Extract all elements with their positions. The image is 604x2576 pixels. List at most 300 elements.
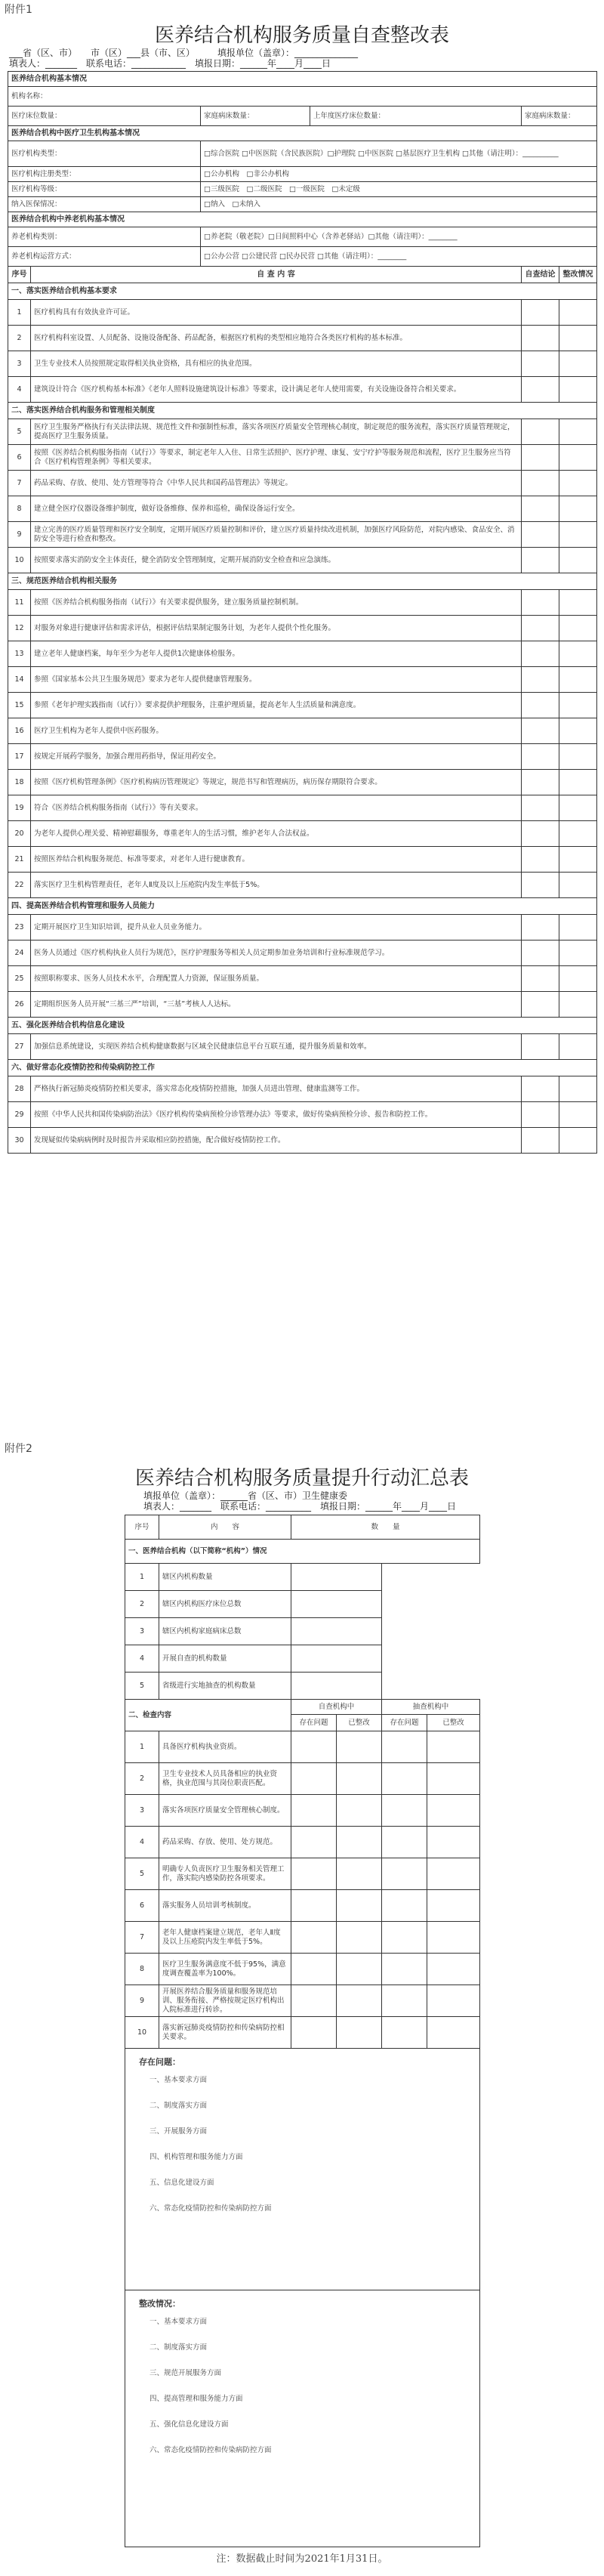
elder-op-label: 养老机构运营方式： (8, 247, 201, 267)
inspection-row (125, 1858, 480, 1890)
self-issue-cell[interactable] (291, 1795, 337, 1827)
org-stat-label: 开展自查的机构数量 (159, 1645, 291, 1673)
inspection-text: 开展医养结合服务质量和服务规范培训、服务衔接、严格按规定医疗机构出入院标准进行转诊。 (159, 1985, 291, 2017)
check-item-row (8, 667, 597, 693)
check-item-text: 建立完善的医疗质量管理和医疗安全制度，定期开展医疗质量控制和评价，建立医疗质量持续改进机制，加强医疗风险防范，对院内感染、食品安全、消防安全等进行检查和整改。 (31, 522, 522, 548)
inspection-row (125, 1795, 480, 1827)
spot-issue-cell[interactable] (382, 1922, 427, 1954)
check-item-text: 参照《老年护理实践指南（试行）》要求提供护理服务，注重护理质量，提高老年人生活质量和满意度。 (31, 693, 522, 718)
check-item-row (8, 1034, 597, 1060)
check-item-text: 参照《国家基本公共卫生服务规范》要求为老年人提供健康管理服务。 (31, 667, 522, 693)
issues-box[interactable] (125, 2049, 480, 2290)
section-header: 六、做好常态化疫情防控和传染病防控工作 (8, 1060, 597, 1076)
org-stat-value-cell[interactable] (291, 1591, 382, 1618)
inspection-text: 落实服务人员培训考核制度。 (159, 1890, 291, 1922)
self-check-result-cell[interactable] (522, 941, 559, 966)
section-header-row (8, 898, 597, 915)
inspection-number: 8 (125, 1954, 159, 1985)
rectification-cell[interactable] (559, 377, 597, 403)
self-check-result-cell[interactable] (522, 1102, 559, 1128)
rectification-cell[interactable] (559, 548, 597, 573)
check-item-text: 定期开展医疗卫生知识培训，提升从业人员业务能力。 (31, 915, 522, 941)
self-fixed-cell[interactable] (337, 1985, 382, 2017)
self-issue-cell[interactable] (291, 1922, 337, 1954)
check-item-number: 21 (8, 847, 31, 873)
col-content-header: 自 查 内 容 (31, 267, 522, 283)
self-check-result-cell[interactable] (522, 992, 559, 1018)
org-stat-blank-cell (382, 1564, 480, 1591)
spot-fixed-cell[interactable] (427, 1858, 480, 1890)
med-grade-options[interactable]: □三级医院 □二级医院 □一级医院 □未定级 (201, 182, 597, 197)
self-check-result-cell[interactable] (522, 821, 559, 847)
check-item-row (8, 445, 597, 471)
check-item-text: 按规定开展药学服务，加强合理用药指导，保证用药安全。 (31, 744, 522, 770)
org-stat-label: 省级进行实地抽查的机构数量 (159, 1673, 291, 1700)
org-stat-number: 5 (125, 1673, 159, 1700)
check-item-text: 医疗机构科室设置、人员配备、设施设备配备、药品配备，根据医疗机构的类型相应地符合各类医疗机构的基本标准。 (31, 326, 522, 351)
self-check-result-cell[interactable] (522, 548, 559, 573)
fix-category: 二、制度落实方面 (149, 2343, 208, 2352)
rectification-cell[interactable] (559, 1076, 597, 1102)
spot-fixed-cell[interactable] (427, 1827, 480, 1858)
check-item-number: 30 (8, 1128, 31, 1154)
inspection-number: 6 (125, 1890, 159, 1922)
rectification-cell[interactable] (559, 992, 597, 1018)
section-header: 二、落实医养结合机构服务和管理相关制度 (8, 403, 597, 419)
self-check-result-cell[interactable] (522, 641, 559, 667)
self-check-result-cell[interactable] (522, 718, 559, 744)
self-check-result-cell[interactable] (522, 471, 559, 496)
rectification-cell[interactable] (559, 821, 597, 847)
self-check-result-cell[interactable] (522, 795, 559, 821)
check-item-row (8, 821, 597, 847)
check-item-number: 29 (8, 1102, 31, 1128)
check-item-number: 16 (8, 718, 31, 744)
check-item-text: 对服务对象进行健康评估和需求评估，根据评估结果制定服务计划，为老年人提供个性化服务。 (31, 616, 522, 641)
insurance-options[interactable]: □纳入 □未纳入 (201, 197, 597, 212)
self-check-result-cell[interactable] (522, 873, 559, 898)
check-item-number: 2 (8, 326, 31, 351)
inspection-text: 明确专人负责医疗卫生服务相关管理工作，落实院内感染防控各项要求。 (159, 1858, 291, 1890)
rectification-cell[interactable] (559, 590, 597, 616)
check-item-number: 23 (8, 915, 31, 941)
check-item-text: 卫生专业技术人员按照规定取得相关执业资格，具有相应的执业范围。 (31, 351, 522, 377)
self-check-result-cell[interactable] (522, 1076, 559, 1102)
self-fixed-cell[interactable] (337, 2017, 382, 2049)
check-item-text: 按照要求落实消防安全主体责任，健全消防安全管理制度，定期开展消防安全检查和应急演练。 (31, 548, 522, 573)
t2-section-1-header: 一、医养结合机构（以下简称“机构”）情况 (125, 1540, 480, 1564)
rectification-cell[interactable] (559, 445, 597, 471)
rectification-cell[interactable] (559, 693, 597, 718)
rectification-cell[interactable] (559, 616, 597, 641)
fix-category: 一、基本要求方面 (149, 2318, 208, 2326)
section-header-row (8, 403, 597, 419)
self-issue-cell[interactable] (291, 1731, 337, 1763)
check-item-row (8, 693, 597, 718)
org-name-field[interactable]: 机构名称： (8, 87, 597, 107)
self-check-result-cell[interactable] (522, 1034, 559, 1060)
check-item-text: 按照《医养结合机构服务指南（试行）》有关要求提供服务，建立服务质量控制机制。 (31, 590, 522, 616)
self-check-result-cell[interactable] (522, 847, 559, 873)
check-item-row (8, 1076, 597, 1102)
spot-issue-cell[interactable] (382, 1954, 427, 1985)
spot-issue-cell[interactable] (382, 1795, 427, 1827)
spot-issue-subheader: 存在问题 (382, 1715, 427, 1731)
spot-fixed-cell[interactable] (427, 1922, 480, 1954)
section-header: 一、落实医养结合机构基本要求 (8, 283, 597, 300)
last-year-home-beds-field[interactable]: 家庭病床数量： (522, 107, 597, 126)
check-item-text: 严格执行新冠肺炎疫情防控相关要求，落实常态化疫情防控措施，加强人员进出管理、健康监测等工作。 (31, 1076, 522, 1102)
insurance-label: 纳入医保情况： (8, 197, 201, 212)
check-item-text: 建立健全医疗仪器设备维护制度，做好设备维修、保养和巡检，确保设备运行安全。 (31, 496, 522, 522)
fix-category: 六、常态化疫情防控和传染病防控方面 (149, 2446, 272, 2454)
rectification-cell[interactable] (559, 795, 597, 821)
form-1-info-line-1: ___省（区、市） 市（区）___县（市、区） 填报单位（盖章）：______________ (9, 48, 359, 58)
rectification-cell[interactable] (559, 941, 597, 966)
inspection-text: 卫生专业技术人员具备相应的执业资格，执业范围与其岗位职责匹配。 (159, 1763, 291, 1795)
check-item-row (8, 847, 597, 873)
self-check-result-cell[interactable] (522, 351, 559, 377)
org-stat-label: 辖区内机构家庭病床总数 (159, 1618, 291, 1645)
check-item-row (8, 641, 597, 667)
home-beds-field[interactable]: 家庭病床数量： (201, 107, 310, 126)
check-item-row (8, 795, 597, 821)
spot-issue-cell[interactable] (382, 2017, 427, 2049)
check-item-text: 按照医养结合机构服务规范、标准等要求，对老年人进行健康教育。 (31, 847, 522, 873)
rectification-cell[interactable] (559, 966, 597, 992)
self-issue-cell[interactable] (291, 1954, 337, 1985)
check-item-number: 22 (8, 873, 31, 898)
self-check-group-header: 自查机构中 (291, 1700, 382, 1715)
section-header: 三、规范医养结合机构相关服务 (8, 573, 597, 590)
self-check-result-cell[interactable] (522, 744, 559, 770)
self-fixed-cell[interactable] (337, 1763, 382, 1795)
check-item-number: 13 (8, 641, 31, 667)
self-fixed-cell[interactable] (337, 1890, 382, 1922)
check-item-text: 按照职称要求、医务人员技术水平，合理配置人力资源，保证服务质量。 (31, 966, 522, 992)
org-stat-number: 2 (125, 1591, 159, 1618)
section-header-row (8, 283, 597, 300)
self-check-result-cell[interactable] (522, 770, 559, 795)
org-stat-row (125, 1645, 480, 1673)
self-fixed-subheader: 已整改 (337, 1715, 382, 1731)
rectification-cell[interactable] (559, 873, 597, 898)
inspection-row (125, 1827, 480, 1858)
rectification-cell[interactable] (559, 1128, 597, 1154)
med-type-options[interactable]: □综合医院 □中医医院（含民族医院）□护理院 □中医医院 □基层医疗卫生机构 □其他（请注明）：__________ (201, 141, 597, 167)
attachment-2-label: 附件2 (5, 1443, 32, 1455)
self-fixed-cell[interactable] (337, 1795, 382, 1827)
col-self-header: 自查结论 (522, 267, 559, 283)
self-issue-subheader: 存在问题 (291, 1715, 337, 1731)
check-item-row (8, 1128, 597, 1154)
check-item-number: 26 (8, 992, 31, 1018)
form-2-title: 医养结合机构服务质量提升行动汇总表 (134, 1467, 469, 1490)
inspection-number: 3 (125, 1795, 159, 1827)
elder-type-options[interactable]: □养老院（敬老院）□日间照料中心（含养老驿站）□其他（请注明）：________ (201, 227, 597, 247)
check-item-text: 按照《中华人民共和国传染病防治法》《医疗机构传染病预检分诊管理办法》等要求，做好传染病预检分诊、报告和防控工作。 (31, 1102, 522, 1128)
check-item-number: 10 (8, 548, 31, 573)
self-issue-cell[interactable] (291, 1985, 337, 2017)
check-item-text: 药品采购、存放、使用、处方管理等符合《中华人民共和国药品管理法》等规定。 (31, 471, 522, 496)
check-item-row (8, 300, 597, 326)
self-check-result-cell[interactable] (522, 590, 559, 616)
section-header-row (8, 1018, 597, 1034)
self-fixed-cell[interactable] (337, 1827, 382, 1858)
fix-category: 三、规范开展服务方面 (149, 2369, 222, 2377)
issue-category: 二、制度落实方面 (149, 2102, 208, 2110)
issue-category: 五、信息化建设方面 (149, 2179, 214, 2187)
check-item-row (8, 873, 597, 898)
med-grade-label: 医疗机构等级： (8, 182, 201, 197)
spot-fixed-cell[interactable] (427, 1985, 480, 2017)
self-check-result-cell[interactable] (522, 616, 559, 641)
self-check-result-cell[interactable] (522, 522, 559, 548)
check-item-row (8, 326, 597, 351)
inspection-number: 9 (125, 1985, 159, 2017)
issue-category: 一、基本要求方面 (149, 2076, 208, 2084)
spot-fixed-cell[interactable] (427, 1890, 480, 1922)
check-item-number: 20 (8, 821, 31, 847)
elderly-info-header: 医养结合机构中养老机构基本情况 (8, 212, 597, 227)
self-check-result-cell[interactable] (522, 496, 559, 522)
org-stat-number: 4 (125, 1645, 159, 1673)
self-check-result-cell[interactable] (522, 377, 559, 403)
org-stat-number: 1 (125, 1564, 159, 1591)
check-item-text: 医务人员通过《医疗机构执业人员行为规范》，医疗护理服务等相关人员定期参加业务培训和行业标准规范学习。 (31, 941, 522, 966)
check-item-number: 27 (8, 1034, 31, 1060)
self-check-result-cell[interactable] (522, 326, 559, 351)
check-item-number: 19 (8, 795, 31, 821)
check-item-text: 医疗卫生服务严格执行有关法律法规、规范性文件和强制性标准，落实各项医疗质量安全管理核心制度，制定规范的服务流程，落实医疗质量管理规定，提高医疗卫生服务质量。 (31, 419, 522, 445)
inspection-text: 具备医疗机构执业资质。 (159, 1731, 291, 1763)
fixes-title: 整改情况： (139, 2299, 180, 2309)
self-check-result-cell[interactable] (522, 966, 559, 992)
inspection-number: 10 (125, 2017, 159, 2049)
check-item-number: 5 (8, 419, 31, 445)
check-item-text: 医疗卫生机构为老年人提供中医药服务。 (31, 718, 522, 744)
inspection-number: 5 (125, 1858, 159, 1890)
check-item-number: 15 (8, 693, 31, 718)
check-item-row (8, 590, 597, 616)
med-reg-label: 医疗机构注册类型： (8, 167, 201, 182)
check-item-text: 按照《医养结合机构服务指南（试行）》等要求，制定老年人入住、日常生活照护、医疗护理、康复、安宁疗护等服务规范和流程，医疗卫生服务应当符合《医疗机构管理条例》等相关要求。 (31, 445, 522, 471)
form-1-title: 医养结合机构服务质量自查整改表 (154, 24, 449, 47)
col-seq-header: 序号 (8, 267, 31, 283)
rectification-cell[interactable] (559, 496, 597, 522)
t2-col-content-header: 内 容 (159, 1515, 291, 1540)
inspection-row (125, 1731, 480, 1763)
check-item-number: 9 (8, 522, 31, 548)
inspection-row (125, 1890, 480, 1922)
attachment-1-label: 附件1 (5, 4, 32, 16)
self-issue-cell[interactable] (291, 1763, 337, 1795)
t2-col-qty-header: 数 量 (291, 1515, 480, 1540)
check-item-number: 28 (8, 1076, 31, 1102)
inspection-number: 1 (125, 1731, 159, 1763)
self-check-result-cell[interactable] (522, 419, 559, 445)
med-beds-field[interactable]: 医疗床位数量： (8, 107, 201, 126)
rectification-cell[interactable] (559, 1102, 597, 1128)
org-stat-blank-cell (382, 1591, 480, 1618)
check-item-row (8, 496, 597, 522)
spot-fixed-cell[interactable] (427, 1954, 480, 1985)
check-item-text: 为老年人提供心理关爱、精神慰藉服务，尊重老年人的生活习惯，维护老年人合法权益。 (31, 821, 522, 847)
spot-fixed-cell[interactable] (427, 1731, 480, 1763)
check-item-number: 4 (8, 377, 31, 403)
check-item-number: 6 (8, 445, 31, 471)
section-header-row (8, 1060, 597, 1076)
check-item-text: 医疗机构具有有效执业许可证。 (31, 300, 522, 326)
spot-issue-cell[interactable] (382, 1731, 427, 1763)
check-item-number: 8 (8, 496, 31, 522)
issues-title: 存在问题： (139, 2057, 180, 2067)
self-issue-cell[interactable] (291, 2017, 337, 2049)
rectification-cell[interactable] (559, 915, 597, 941)
self-issue-cell[interactable] (291, 1858, 337, 1890)
org-stat-value-cell[interactable] (291, 1673, 382, 1700)
issue-category: 三、开展服务方面 (149, 2127, 208, 2136)
check-item-text: 符合《医养结合机构服务指南（试行）》等有关要求。 (31, 795, 522, 821)
rectification-cell[interactable] (559, 300, 597, 326)
org-stat-row (125, 1673, 480, 1700)
spot-fixed-cell[interactable] (427, 1795, 480, 1827)
spot-issue-cell[interactable] (382, 1890, 427, 1922)
rectification-cell[interactable] (559, 351, 597, 377)
check-item-row (8, 351, 597, 377)
self-check-result-cell[interactable] (522, 1128, 559, 1154)
elder-type-label: 养老机构类别： (8, 227, 201, 247)
check-item-text: 落实医疗卫生机构管理责任，老年人Ⅱ度及以上压疮院内发生率低于5%。 (31, 873, 522, 898)
rectification-cell[interactable] (559, 1034, 597, 1060)
check-item-number: 7 (8, 471, 31, 496)
check-item-number: 18 (8, 770, 31, 795)
org-stat-blank-cell (382, 1673, 480, 1700)
self-check-result-cell[interactable] (522, 445, 559, 471)
inspection-text: 药品采购、存放、使用、处方规范。 (159, 1827, 291, 1858)
check-item-text: 定期组织医务人员开展“三基三严”培训，“三基”考核人人达标。 (31, 992, 522, 1018)
inspection-number: 2 (125, 1763, 159, 1795)
check-item-row (8, 548, 597, 573)
org-stat-blank-cell (382, 1618, 480, 1645)
check-item-row (8, 941, 597, 966)
spot-fixed-subheader: 已整改 (427, 1715, 480, 1731)
inspection-row (125, 1985, 480, 2017)
inspection-text: 落实各项医疗质量安全管理核心制度。 (159, 1795, 291, 1827)
self-fixed-cell[interactable] (337, 1922, 382, 1954)
self-issue-cell[interactable] (291, 1827, 337, 1858)
t2-col-seq-header: 序号 (125, 1515, 159, 1540)
spot-fixed-cell[interactable] (427, 1763, 480, 1795)
org-stat-label: 辖区内机构医疗床位总数 (159, 1591, 291, 1618)
check-item-row (8, 770, 597, 795)
last-year-beds-field[interactable]: 上年度医疗床位数量： (310, 107, 522, 126)
check-item-row (8, 1102, 597, 1128)
self-issue-cell[interactable] (291, 1890, 337, 1922)
inspection-text: 老年人健康档案建立规范，老年人Ⅱ度及以上压疮院内发生率低于5%。 (159, 1922, 291, 1954)
check-item-text: 按照《医疗机构管理条例》《医疗机构病历管理规定》等规定，规范书写和管理病历，病历保存期限符合要求。 (31, 770, 522, 795)
check-item-number: 3 (8, 351, 31, 377)
check-item-number: 24 (8, 941, 31, 966)
summary-table (125, 1515, 480, 2547)
org-stat-number: 3 (125, 1618, 159, 1645)
check-item-text: 发现疑似传染病病例时及时报告并采取相应防控措施，配合做好疫情防控工作。 (31, 1128, 522, 1154)
self-check-result-cell[interactable] (522, 300, 559, 326)
self-check-result-cell[interactable] (522, 915, 559, 941)
inspection-number: 7 (125, 1922, 159, 1954)
org-stat-blank-cell (382, 1645, 480, 1673)
org-stat-label: 辖区内机构数量 (159, 1564, 291, 1591)
self-fixed-cell[interactable] (337, 1954, 382, 1985)
spot-issue-cell[interactable] (382, 1827, 427, 1858)
section-header: 四、提高医养结合机构管理和服务人员能力 (8, 898, 597, 915)
self-check-result-cell[interactable] (522, 693, 559, 718)
section-header: 五、强化医养结合机构信息化建设 (8, 1018, 597, 1034)
check-item-text: 加强信息系统建设，实现医养结合机构健康数据与区域全民健康信息平台互联互通，提升服务质量和效率。 (31, 1034, 522, 1060)
spot-check-group-header: 抽查机构中 (382, 1700, 480, 1715)
self-fixed-cell[interactable] (337, 1731, 382, 1763)
spot-issue-cell[interactable] (382, 1985, 427, 2017)
fix-category: 五、强化信息化建设方面 (149, 2420, 229, 2429)
inspection-number: 4 (125, 1827, 159, 1858)
rectification-cell[interactable] (559, 419, 597, 445)
form-2-info-line-1: 填报单位（盖章）：______省（区、市）卫生健康委 (143, 1490, 348, 1501)
org-stat-value-cell[interactable] (291, 1618, 382, 1645)
org-stat-value-cell[interactable] (291, 1564, 382, 1591)
rectification-cell[interactable] (559, 522, 597, 548)
self-fixed-cell[interactable] (337, 1858, 382, 1890)
check-item-row (8, 419, 597, 445)
med-reg-options[interactable]: □公办机构 □非公办机构 (201, 167, 597, 182)
self-check-result-cell[interactable] (522, 667, 559, 693)
check-item-text: 建立老年人健康档案，每年至少为老年人提供1次健康体检服务。 (31, 641, 522, 667)
check-item-number: 12 (8, 616, 31, 641)
check-item-row (8, 377, 597, 403)
form-2-info-line-2: 填表人：_______ 联系电话：__________ 填报日期：______年____月____日 (143, 1501, 457, 1512)
rectification-cell[interactable] (559, 744, 597, 770)
rectification-cell[interactable] (559, 641, 597, 667)
elder-op-options[interactable]: □公办公营 □公建民营 □民办民营 □其他（请注明）：________ (201, 247, 597, 267)
spot-issue-cell[interactable] (382, 1763, 427, 1795)
check-item-number: 25 (8, 966, 31, 992)
rectification-cell[interactable] (559, 847, 597, 873)
org-stat-row (125, 1591, 480, 1618)
rectification-cell[interactable] (559, 667, 597, 693)
check-item-number: 1 (8, 300, 31, 326)
inspection-row (125, 1763, 480, 1795)
issue-category: 四、机构管理和服务能力方面 (149, 2153, 243, 2161)
inspection-row (125, 1922, 480, 1954)
org-stat-value-cell[interactable] (291, 1645, 382, 1673)
check-item-number: 17 (8, 744, 31, 770)
basic-info-header: 医养结合机构基本情况 (8, 72, 597, 87)
rectification-cell[interactable] (559, 770, 597, 795)
form-1-info-line-2: 填表人：_______ 联系电话：____________ 填报日期：______年____月____日 (9, 58, 331, 69)
rectification-cell[interactable] (559, 471, 597, 496)
col-fix-header: 整改情况 (559, 267, 597, 283)
medical-info-header: 医养结合机构中医疗卫生机构基本情况 (8, 126, 597, 141)
rectification-cell[interactable] (559, 326, 597, 351)
inspection-text: 医疗卫生服务满意度不低于95%，满意度调查覆盖率为100%。 (159, 1954, 291, 1985)
fixes-box[interactable] (125, 2290, 480, 2547)
check-item-row (8, 915, 597, 941)
spot-fixed-cell[interactable] (427, 2017, 480, 2049)
rectification-cell[interactable] (559, 718, 597, 744)
spot-issue-cell[interactable] (382, 1858, 427, 1890)
inspection-row (125, 1954, 480, 1985)
inspection-row (125, 2017, 480, 2049)
fix-category: 四、提高管理和服务能力方面 (149, 2395, 243, 2403)
